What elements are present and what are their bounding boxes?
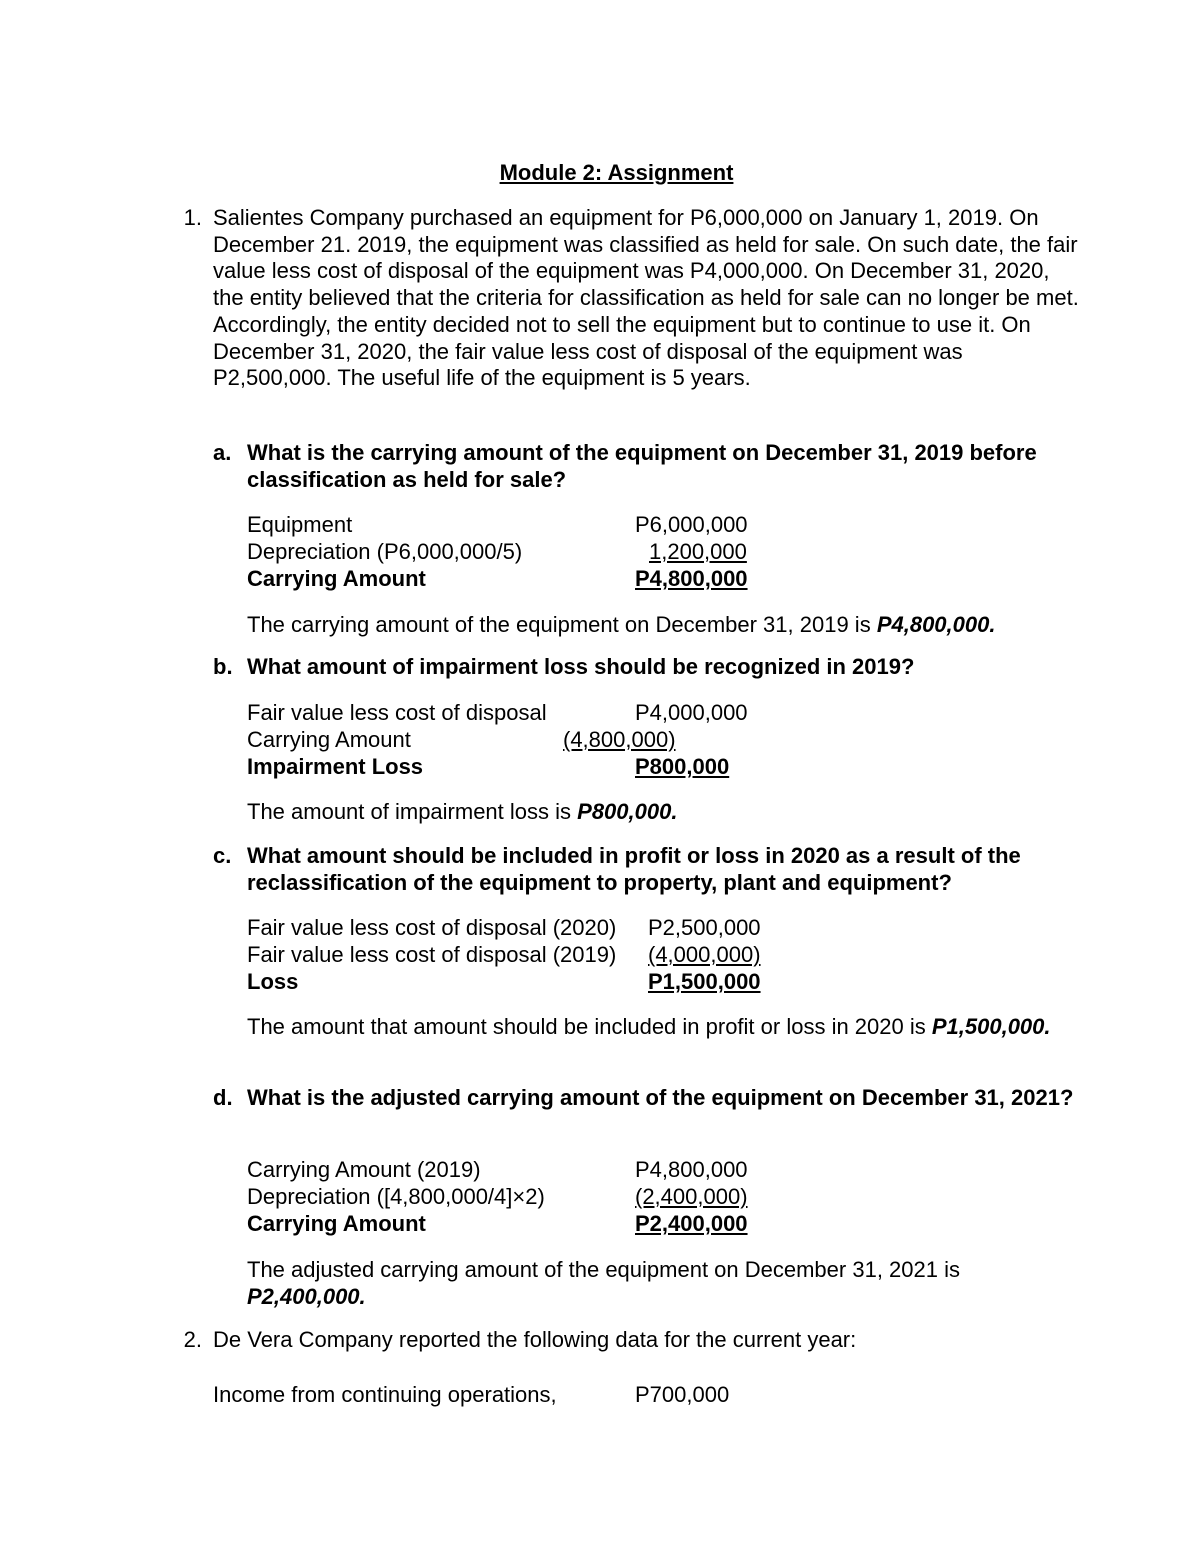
problem-1-number: 1. (183, 205, 202, 230)
c-row-amount: P2,500,000 (648, 915, 761, 940)
b-row-label: Carrying Amount (247, 727, 411, 752)
answer-b-text: The amount of impairment loss is (247, 799, 578, 824)
problem-2-text: De Vera Company reported the following data for the current year: (213, 1327, 857, 1352)
a-row-amount: P4,800,000 (635, 566, 748, 591)
a-row-label: Carrying Amount (247, 566, 426, 591)
d-row-label: Carrying Amount (2019) (247, 1157, 481, 1182)
question-d (213, 1085, 1093, 1112)
c-row-label: Fair value less cost of disposal (2020) (247, 915, 617, 940)
question-b-letter: b. (213, 654, 233, 679)
answer-b (247, 798, 1067, 825)
d-row-label: Carrying Amount (247, 1211, 426, 1236)
question-a (213, 440, 1093, 493)
question-b-text: What amount of impairment loss should be recognized in 2019? (247, 654, 915, 679)
question-a-text: What is the carrying amount of the equipment on December 31, 2019 before classification as held for sale? (247, 440, 1037, 492)
answer-d-value: P2,400,000. (247, 1284, 366, 1309)
question-d-text: What is the adjusted carrying amount of the equipment on December 31, 2021? (247, 1085, 1074, 1110)
answer-c-value: P1,500,000. (931, 1014, 1051, 1039)
answer-a (247, 611, 1067, 638)
a-row-label: Equipment (247, 512, 353, 537)
answer-a-text: The carrying amount of the equipment on December 31, 2019 is (247, 612, 877, 637)
problem-1-text: Salientes Company purchased an equipment for P6,000,000 on January 1, 2019. On December 21. 2019, the equipment was classified as held for sale. On such date, the fair value less cost of disposal of the equipment was P4,000,000. On December 31, 2020, the entity believed that the criteria for classification as held for sale can no longer be met. Accordingly, the entity decided not to sell the equipment but to continue to use it. On December 31, 2020, the fair value less cost of disposal of the equipment was P2,500,000. The useful life of the equipment is 5 years. (213, 205, 1079, 391)
b-row-amount: P800,000 (635, 754, 730, 779)
answer-a-value: P4,800,000. (876, 612, 996, 637)
a-row-label: Depreciation (P6,000,000/5) (247, 539, 523, 564)
answer-d-text: The adjusted carrying amount of the equipment on December 31, 2021 is (247, 1257, 960, 1282)
c-row-label: Loss (247, 969, 299, 994)
c-row-amount: P1,500,000 (648, 969, 761, 994)
b-row-amount: (4,800,000) (563, 727, 676, 752)
answer-c-text: The amount that amount should be included in profit or loss in 2020 is (247, 1014, 932, 1039)
d-row-amount: (2,400,000) (635, 1184, 748, 1209)
question-b (213, 654, 1093, 681)
question-c-letter: c. (213, 843, 232, 868)
c-row-amount: (4,000,000) (648, 942, 761, 967)
b-row-amount: P4,000,000 (635, 700, 748, 725)
problem-2-number: 2. (183, 1327, 202, 1352)
b-row-label: Impairment Loss (247, 754, 424, 779)
d-row-amount: P4,800,000 (635, 1157, 748, 1182)
b-row-label: Fair value less cost of disposal (247, 700, 547, 725)
c-row-label: Fair value less cost of disposal (2019) (247, 942, 617, 967)
question-d-letter: d. (213, 1085, 233, 1110)
answer-c (247, 1013, 1067, 1040)
answer-d (247, 1256, 1067, 1310)
question-c-text: What amount should be included in profit or loss in 2020 as a result of the reclassification of the equipment to property, plant and equipment? (247, 843, 1021, 895)
d-row-amount: P2,400,000 (635, 1211, 748, 1236)
answer-b-value: P800,000. (577, 799, 678, 824)
question-a-letter: a. (213, 440, 232, 465)
question-c (213, 843, 1093, 896)
problem-2-row-amount: P700,000 (635, 1382, 730, 1407)
a-row-amount: P6,000,000 (635, 512, 748, 537)
page-title: Module 2: Assignment (499, 160, 734, 185)
a-row-amount: 1,200,000 (649, 539, 747, 564)
problem-2-row-label: Income from continuing operations, (213, 1382, 557, 1407)
d-row-label: Depreciation ([4,800,000/4]×2) (247, 1184, 545, 1209)
